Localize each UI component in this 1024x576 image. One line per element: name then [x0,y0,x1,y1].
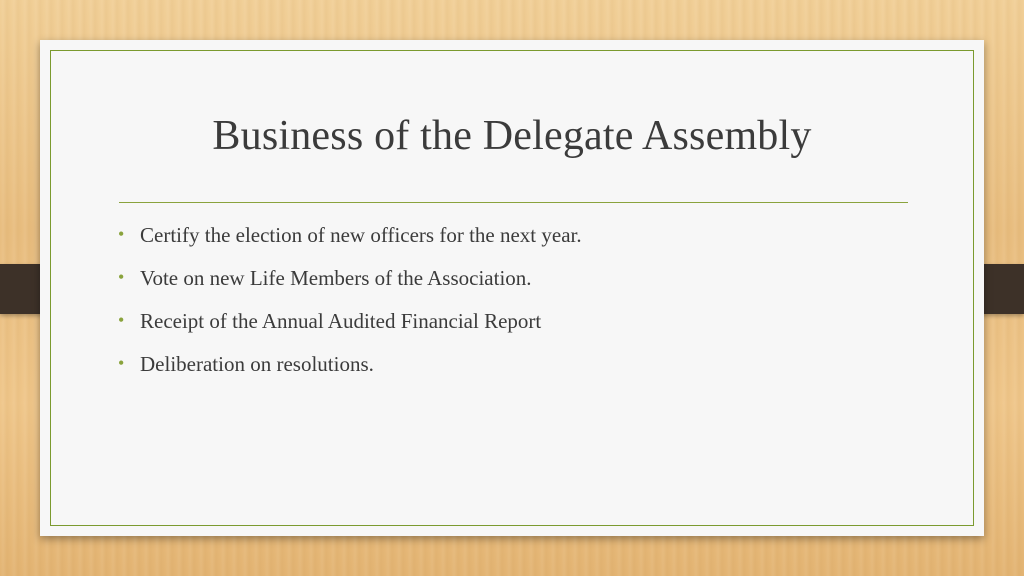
bullet-item [118,350,582,393]
slide-card [40,40,984,536]
bullet-text: Certify the election of new officers for the next year. [140,223,582,247]
bullet-item [118,264,582,307]
bullet-text: Vote on new Life Members of the Association. [140,266,532,290]
bullet-icon: • [118,267,125,287]
slide-title: Business of the Delegate Assembly [212,113,812,159]
bullet-icon: • [118,353,125,373]
bullet-item [118,307,582,350]
title-divider [119,202,908,203]
bullet-list [118,221,582,393]
bullet-text: Receipt of the Annual Audited Financial Report [140,309,542,333]
bullet-icon: • [118,310,125,330]
bullet-item [118,221,582,264]
bullet-text: Deliberation on resolutions. [140,352,374,376]
bullet-icon: • [118,224,125,244]
